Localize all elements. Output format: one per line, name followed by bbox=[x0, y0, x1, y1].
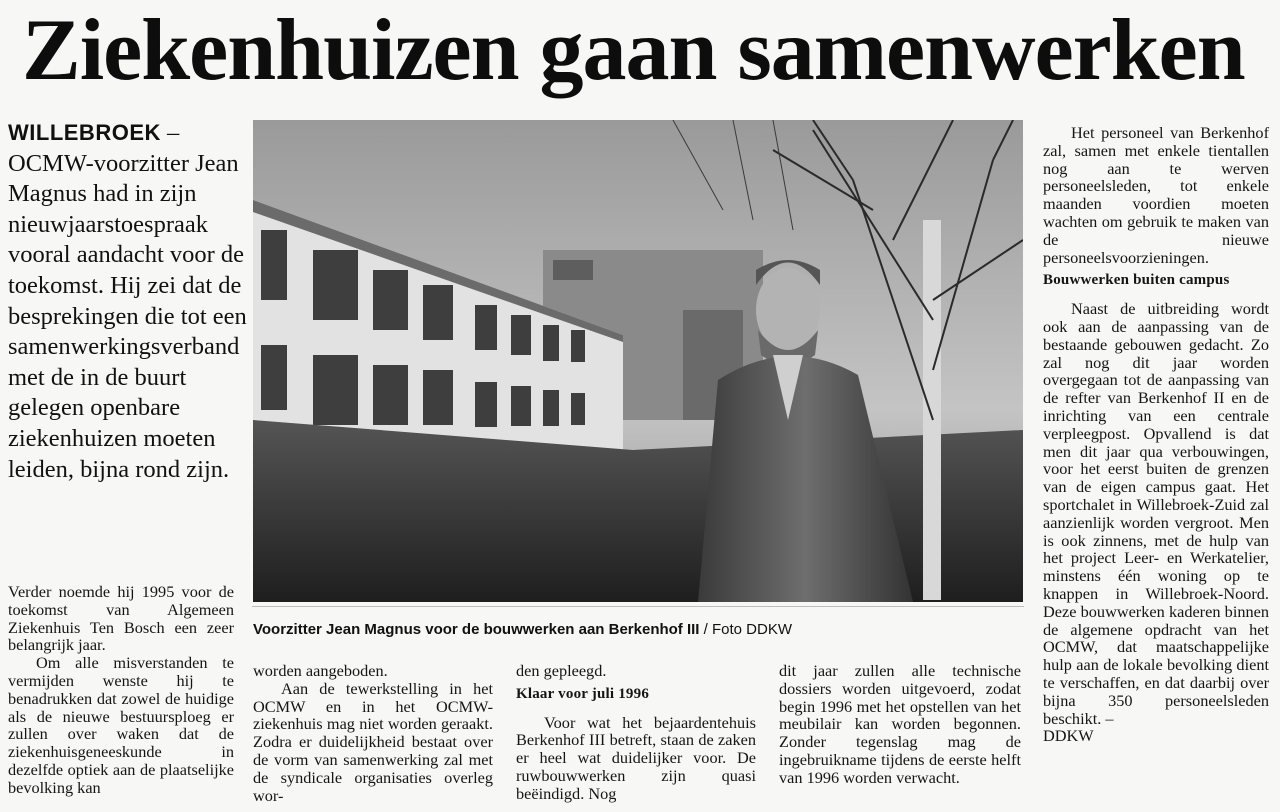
photo-rule bbox=[252, 606, 1024, 607]
headline: Ziekenhuizen gaan samenwerken bbox=[22, 2, 1245, 99]
col5-paragraph-1: Het personeel van Berkenhof zal, samen met enkele tientallen nog aan te werven personeelsleden, tot enkele maanden voordien moeten wachten om gebruik te maken van de nieuwe personeelsvoorzieningen. bbox=[1043, 123, 1269, 267]
col1-paragraph-1: Verder noemde hij 1995 voor de toekomst van Algemeen Ziekenhuis Ten Bosch een zeer belangrijk jaar. bbox=[8, 582, 234, 655]
caption-text: Voorzitter Jean Magnus voor de bouwwerken aan Berkenhof III bbox=[253, 621, 700, 638]
photo-caption bbox=[253, 621, 1033, 638]
col1-paragraph-2: Om alle misverstanden te vermijden wenste hij te benadrukken dat zowel de huidige als de nieuwe bestuursploeg er zullen over waken dat de ziekenhuisgeneeskunde in dezelfde optiek aan de plaatselijke bevolking kan bbox=[8, 653, 234, 797]
byline: DDKW bbox=[1043, 726, 1094, 746]
col4-paragraph-1: dit jaar zullen alle technische dossiers worden uitgevoerd, zodat begin 1996 met het opstellen van het meubilair kan worden begonnen. Zonder tegenslag mag de ingebruikname tijdens de eerste helft van 1996 worden verwacht. bbox=[779, 661, 1021, 787]
col2-paragraph-1: worden aangeboden. bbox=[253, 661, 388, 680]
dateline-dash: – bbox=[160, 119, 180, 146]
col3-paragraph-1: den gepleegd. bbox=[516, 661, 607, 680]
col5-paragraph-2 bbox=[1043, 300, 1269, 727]
photo-credit: / Foto DDKW bbox=[699, 621, 792, 638]
end-dash: – bbox=[1101, 708, 1114, 728]
column-5 bbox=[1043, 124, 1269, 745]
col5-paragraph-2-text: Naast de uitbreiding wordt ook aan de aanpassing van de bestaande gebouwen gedacht. Zo zal nog dit jaar worden overgegaan tot de aanpassing van de refter van Berkenhof II en de inrichting van een centrale verpleegpost. Opvallend is dat men dit jaar qua verbouwingen, voor het eerst buiten de grenzen van de eigen campus gaat. Het sportchalet in Willebroek-Zuid zal aanzienlijk worden vergroot. Men is ook zinnens, met de hulp van het project Leer- en Werkatelier, minstens één woning op te knappen in Willebroek-Noord. Deze bouwwerken kaderen binnen de algemene opdracht van het OCMW, dat maatschappelijke hulp aan de lokale bevolking dient te verschaffen, en dat daarbij over bijna 350 personeelsleden beschikt. bbox=[1043, 299, 1269, 728]
subhead-klaar: Klaar voor juli 1996 bbox=[516, 685, 650, 702]
lead-paragraph bbox=[8, 118, 248, 485]
column-3 bbox=[516, 662, 756, 803]
dateline: WILLEBROEK bbox=[8, 120, 161, 145]
column-1 bbox=[8, 583, 234, 797]
column-2 bbox=[253, 662, 493, 804]
news-photo bbox=[253, 120, 1023, 602]
lead-text: OCMW-voorzitter Jean Magnus had in zijn nieuwjaarstoespraak vooral aandacht voor de toekomst. Hij zei dat de besprekingen die tot een samenwerkingsverband met de in de buurt gelegen openbare ziekenhuizen moeten leiden, bijna rond zijn. bbox=[8, 149, 247, 483]
subhead-bouwwerken: Bouwwerken buiten campus bbox=[1043, 272, 1230, 289]
col3-paragraph-2: Voor wat het bejaardentehuis Berkenhof III betreft, staan de zaken er heel wat duidelijker voor. De ruwbouwwerken zijn quasi beëindigd. Nog bbox=[516, 712, 756, 803]
col2-paragraph-2: Aan de tewerkstelling in het OCMW en in het OCMW-ziekenhuis mag niet worden geraakt. Zodra er duidelijkheid bestaat over de vorm van samenwerking zal met de syndicale organisaties overleg wor- bbox=[253, 678, 493, 805]
column-4 bbox=[779, 662, 1021, 787]
